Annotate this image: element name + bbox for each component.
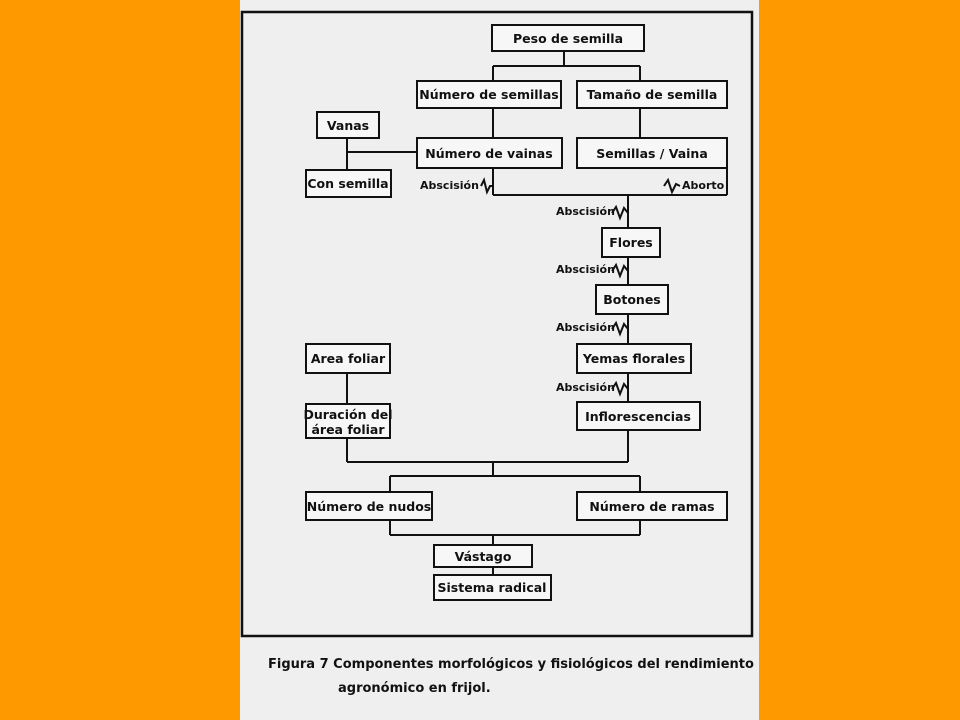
node-numero-nudos — [306, 492, 432, 520]
edge-abscision-vainas — [420, 179, 493, 192]
node-label: Número de semillas — [419, 87, 559, 102]
figure-caption-line1: Figura 7 Componentes morfológicos y fisiológicos del rendimiento — [268, 657, 754, 672]
node-label: Inflorescencias — [585, 409, 691, 424]
node-peso-semilla — [492, 25, 644, 51]
node-sistema-radical — [434, 575, 551, 600]
node-con-semilla — [306, 170, 391, 197]
edge-label: Aborto — [682, 179, 725, 192]
node-label-line2: área foliar — [311, 422, 385, 437]
node-label: Yemas florales — [582, 351, 686, 366]
node-flores — [602, 228, 660, 257]
node-area-foliar — [306, 344, 390, 373]
edge-aborto — [664, 179, 725, 192]
edge-abscision-botones — [556, 263, 628, 276]
node-semillas-vaina — [577, 138, 727, 168]
scanned-page — [240, 0, 759, 720]
edge-label: Abscisión — [556, 381, 615, 394]
node-label: Area foliar — [310, 351, 386, 366]
node-label: Tamaño de semilla — [586, 87, 718, 102]
zigzag-mark — [481, 180, 493, 192]
edge-label: Abscisión — [556, 263, 615, 276]
node-label: Número de nudos — [306, 499, 432, 514]
node-label: Sistema radical — [437, 580, 547, 595]
node-label-line1: Duración del — [303, 407, 393, 422]
edge-abscision-inflorescencias — [556, 381, 628, 394]
node-label: Peso de semilla — [512, 31, 624, 46]
node-label: Vástago — [454, 549, 512, 564]
node-label: Botones — [603, 292, 661, 307]
node-tamano-semilla — [577, 81, 727, 108]
node-label: Vanas — [326, 118, 370, 133]
node-numero-vainas — [417, 138, 562, 168]
node-numero-ramas — [577, 492, 727, 520]
node-yemas-florales — [577, 344, 691, 373]
node-vastago — [434, 545, 532, 567]
node-vanas — [317, 112, 379, 138]
edge-label: Abscisión — [556, 205, 615, 218]
node-inflorescencias — [577, 402, 700, 430]
node-label: Flores — [609, 235, 653, 250]
node-duracion-area-foliar — [303, 404, 392, 438]
edge-label: Abscisión — [556, 321, 615, 334]
node-label: Número de vainas — [425, 146, 553, 161]
edge-abscision-yemas — [556, 321, 628, 334]
node-label: Número de ramas — [589, 499, 715, 514]
edge-label: Abscisión — [420, 179, 479, 192]
zigzag-mark — [664, 180, 680, 192]
node-numero-semillas — [417, 81, 561, 108]
node-botones — [596, 285, 668, 314]
edge-abscision-flores — [556, 205, 628, 218]
figure-caption-line2: agronómico en frijol. — [338, 681, 491, 696]
node-label: Semillas / Vaina — [596, 146, 708, 161]
flow-diagram — [240, 0, 759, 720]
node-label: Con semilla — [307, 176, 389, 191]
